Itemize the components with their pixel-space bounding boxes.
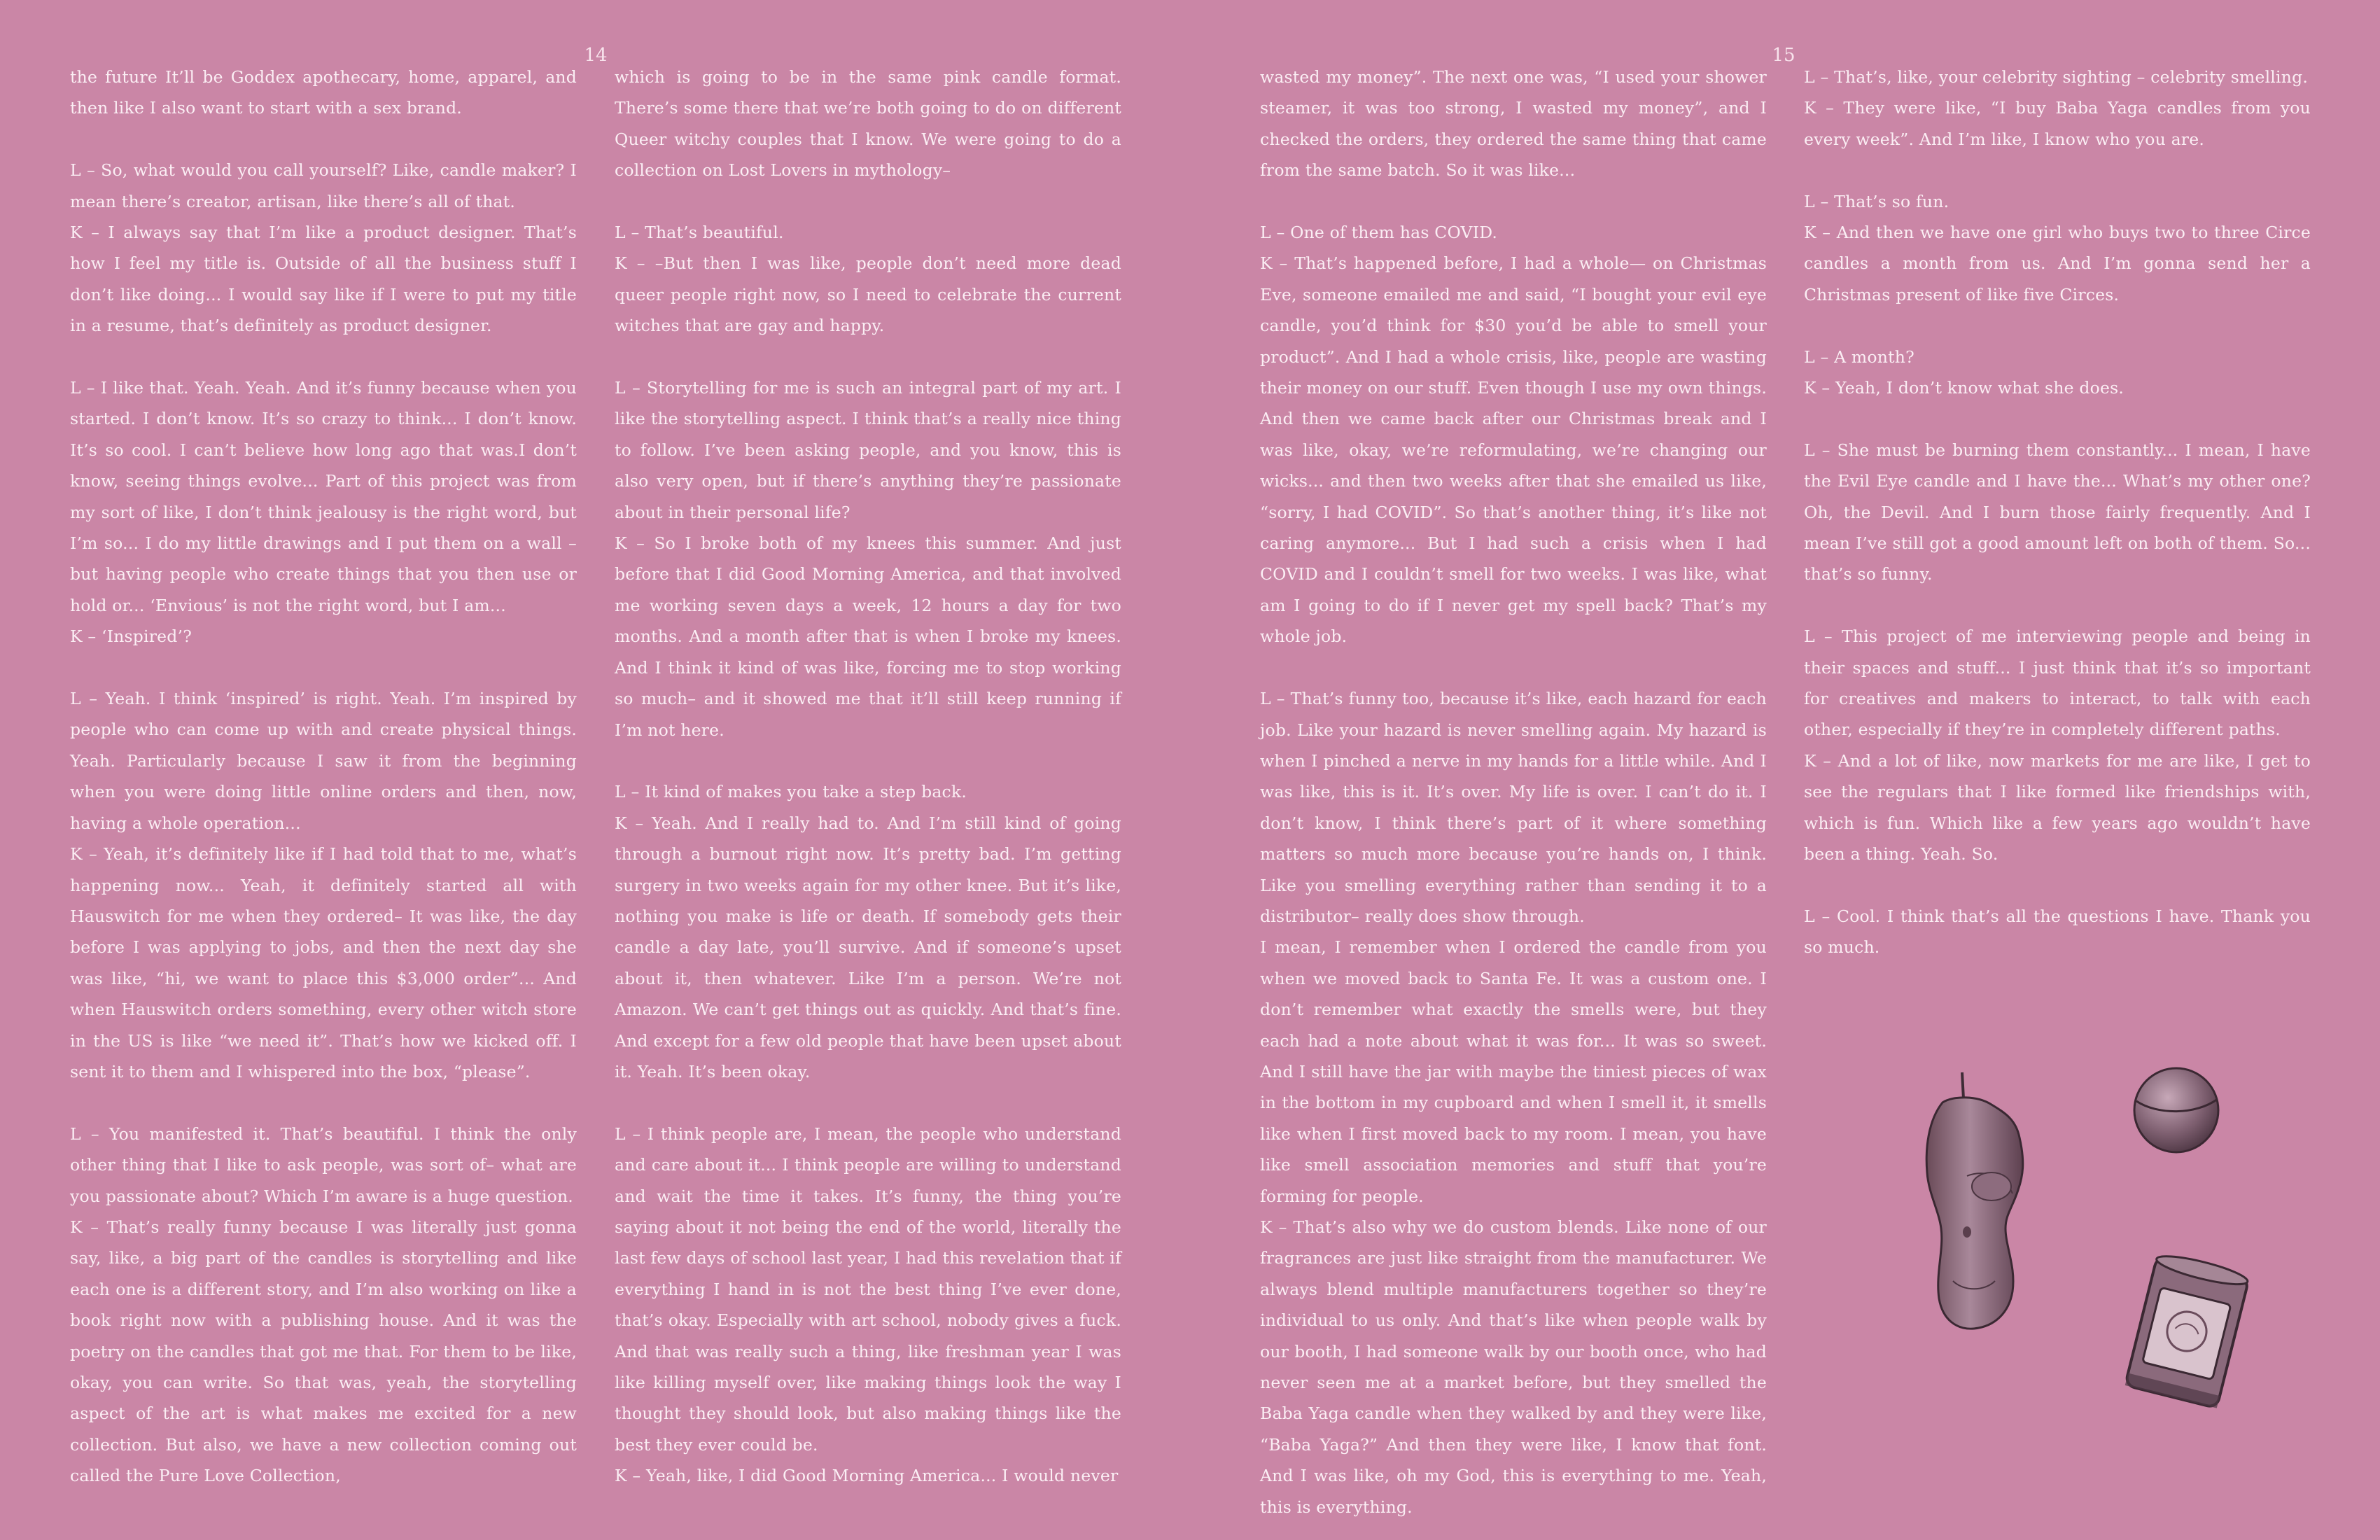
paragraph: L – I think people are, I mean, the people who understand and care about it... I think people are willing to understand and wait the time it takes. It’s funny, the thing you’re saying about it not being the end of the world, literally the last few days of school last year, I had this revelation that if everything I hand in is not the best thing I’ve ever done, that’s okay. Especially with art school, nobody gives a fuck. And that was really such a thing, like freshman year I was like killing myself over, like making things look the way I thought they should look, but also making things like the best they ever could be. (615, 1124, 1121, 1455)
paragraph: K – And a lot of like, now markets for me are like, I get to see the regulars that I like formed like friendships with, which is fun. Which like a few years ago wouldn’t have been a thing. Yeah. So. (1804, 750, 2311, 864)
paragraph: K – And then we have one girl who buys two to three Circe candles a month from us. And I’m gonna send her a Christmas present of like five Circes. (1804, 223, 2311, 304)
paragraph: L – I like that. Yeah. Yeah. And it’s funny because when you started. I don’t know. It’s so crazy to think... I don’t know. It’s so cool. I can’t believe how long ago that was.I don’t know, seeing things evolve... Part of this project was from my sort of like, I don’t think jealousy is the right word, but I’m so... I do my little drawings and I put them on a wall – but having people who create things that you then use or hold or... ‘Envious’ is not the right word, but I am... (70, 378, 577, 615)
paragraph: L – That’s, like, your celebrity sighting – celebrity smelling. (1804, 67, 2308, 87)
paragraph: L – So, what would you call yourself? Like, candle maker? I mean there’s creator, artisan, like there’s all of that. (70, 160, 577, 211)
paragraph: wasted my money”. The next one was, “I used your shower steamer, it was too strong, I wasted my money”, and I checked the orders, they ordered the same thing that came from the same batch. So it was like... (1260, 67, 1767, 181)
jar-candle-sketch-icon (2124, 1253, 2249, 1410)
bath-bomb-sketch-icon (2129, 1063, 2224, 1157)
text-column-4 (1804, 62, 2311, 963)
paragraph: which is going to be in the same pink candle format. There’s some there that we’re both going to do on different Queer witchy couples that I know. We were going to do a collection on Lost Lovers in mythology– (615, 67, 1121, 181)
paragraph: the future It’ll be Goddex apothecary, home, apparel, and then like I also want to start with a sex brand. (70, 67, 577, 118)
paragraph: L – She must be burning them constantly... I mean, I have the Evil Eye candle and I have the... What’s my other one? Oh, the Devil. And I burn those fairly frequently. And I mean I’ve still got a good amount left on both of them. So... that’s so funny. (1804, 440, 2311, 584)
paragraph: K – So I broke both of my knees this summer. And just before that I did Good Morning America, and that involved me working seven days a week, 12 hours a day for two months. And a month after that is when I broke my knees. And I think it kind of was like, forcing me to stop working so much– and it showed me that it’ll still keep running if I’m not here. (615, 533, 1121, 740)
paragraph: K – Yeah, I don’t know what she does. (1804, 378, 2124, 398)
bath-bomb-sketch-icon (2129, 1063, 2224, 1157)
paragraph: K – –But then I was like, people don’t need more dead queer people right now, so I need to celebrate the current witches that are gay and happy. (615, 253, 1121, 336)
paragraph: K – That’s also why we do custom blends. Like none of our fragrances are just like straight from the manufacturer. We always blend multiple manufacturers together so they’re individual to us only. And that’s like when people walk by our booth, I had someone walk by our booth once, who had never seen me at a market before, but they smelled the Baba Yaga candle when they walked by and they were like, “Baba Yaga?” And then they were like, I know that font. And I was like, oh my God, this is everything to me. Yeah, this is everything. (1260, 1217, 1767, 1517)
paragraph: L – You manifested it. That’s beautiful. I think the only other thing that I like to ask people, was sort of– what are you passionate about? Which I’m aware is a huge question. (70, 1124, 577, 1206)
paragraph: L – Yeah. I think ‘inspired’ is right. Yeah. I’m inspired by people who can come up with and create physical things. Yeah. Particularly because I saw it from the beginning when you were doing little online orders and then, now, having a whole operation... (70, 689, 577, 833)
page-number-left: 14 (584, 45, 608, 66)
jar-candle-sketch-icon (2124, 1253, 2249, 1410)
page-number-right: 15 (1772, 45, 1795, 66)
paragraph: K – That’s happened before, I had a whole— on Christmas Eve, someone emailed me and said, “I bought your evil eye candle, you’d think for $30 you’d be able to smell your product”. And I had a whole crisis, like, people are wasting their money on our stuff. Even though I use my own things. And then we came back after our Christmas break and I was like, okay, we’re reformulating, we’re changing our wicks... and then two weeks after that she emailed us like, “sorry, I had COVID”. So that’s another thing, it’s like not caring anymore... But I had such a crisis when I had COVID and I couldn’t smell for two weeks. I was like, what am I going to do if I never get my spell back? That’s my whole job. (1260, 253, 1767, 647)
paragraph: L – Cool. I think that’s all the questions I have. Thank you so much. (1804, 906, 2311, 958)
paragraph: K – I always say that I’m like a product designer. That’s how I feel my title is. Outside of all the business stuff I don’t like doing... I would say like if I were to put my title in a resume, that’s definitely as product designer. (70, 223, 577, 336)
body-candle-sketch-icon (1900, 1071, 2047, 1334)
body-candle-sketch-icon (1900, 1071, 2047, 1334)
paragraph: L – This project of me interviewing people and being in their spaces and stuff... I just think that it’s so important for creatives and makers to interact, to talk with each other, especially if they’re in completely different paths. (1804, 626, 2311, 740)
text-column-3 (1260, 62, 1767, 1522)
paragraph: L – That’s beautiful. (615, 223, 784, 243)
paragraph: K – ‘Inspired’? (70, 626, 192, 647)
paragraph: I mean, I remember when I ordered the candle from you when we moved back to Santa Fe. It was a custom one. I don’t remember what exactly the smells were, but they each had a note about what it was for... It was so sweet. And I still have the jar with maybe the tiniest pieces of wax in the bottom in my cupboard and when I smell it, it smells like when I first moved back to my room. I mean, you have like smell association memories and stuff that you’re forming for people. (1260, 937, 1767, 1206)
paragraph: L – It kind of makes you take a step back. (615, 782, 967, 802)
paragraph: L – Storytelling for me is such an integral part of my art. I like the storytelling aspect. I think that’s a really nice thing to follow. I’ve been asking people, and you know, this is also very open, but if there’s anything they’re passionate about in their personal life? (615, 378, 1121, 522)
paragraph: K – Yeah, it’s definitely like if I had told that to me, what’s happening now... Yeah, it definitely started all with Hauswitch for me when they ordered– It was like, the day before I was applying to jobs, and then the next day she was like, “hi, we want to place this $3,000 order”... And when Hauswitch orders something, every other witch store in the US is like “we need it”. That’s how we kicked off. I sent it to them and I whispered into the box, “please”. (70, 844, 577, 1082)
paragraph: L – That’s funny too, because it’s like, each hazard for each job. Like your hazard is never smelling again. My hazard is when I pinched a nerve in my hands for a little while. And I was like, this is it. It’s over. My life is over. I can’t do it. I don’t know, I think there’s part of it where something matters so much more because you’re hands on, I think. Like you smelling everything rather than sending it to a distributor– really does show through. (1260, 689, 1767, 926)
paragraph: K – They were like, “I buy Baba Yaga candles from you every week”. And I’m like, I know who you are. (1804, 98, 2311, 149)
text-column-2 (615, 62, 1121, 1492)
paragraph: K – Yeah, like, I did Good Morning America... I would never (615, 1466, 1119, 1486)
paragraph: L – A month? (1804, 346, 1914, 367)
text-column-1 (70, 62, 577, 1492)
paragraph: L – One of them has COVID. (1260, 223, 1498, 243)
paragraph: L – That’s so fun. (1804, 191, 1949, 211)
paragraph: K – Yeah. And I really had to. And I’m still kind of going through a burnout right now. It’s pretty bad. I’m getting surgery in two weeks again for my other knee. But it’s like, nothing you make is life or death. If somebody gets their candle a day late, you’ll survive. And if someone’s upset about it, then whatever. Like I’m a person. We’re not Amazon. We can’t get things out as quickly. And that’s fine. And except for a few old people that have been upset about it. Yeah. It’s been okay. (615, 813, 1121, 1082)
paragraph: K – That’s really funny because I was literally just gonna say, like, a big part of the candles is storytelling and like each one is a different story, and I’m also working on like a book right now with a publishing house. And it was the poetry on the candles that got me that. For them to be like, okay, you can write. So that was, yeah, the storytelling aspect of the art is what makes me excited for a new collection. But also, we have a new collection coming out called the Pure Love Collection, (70, 1217, 577, 1486)
